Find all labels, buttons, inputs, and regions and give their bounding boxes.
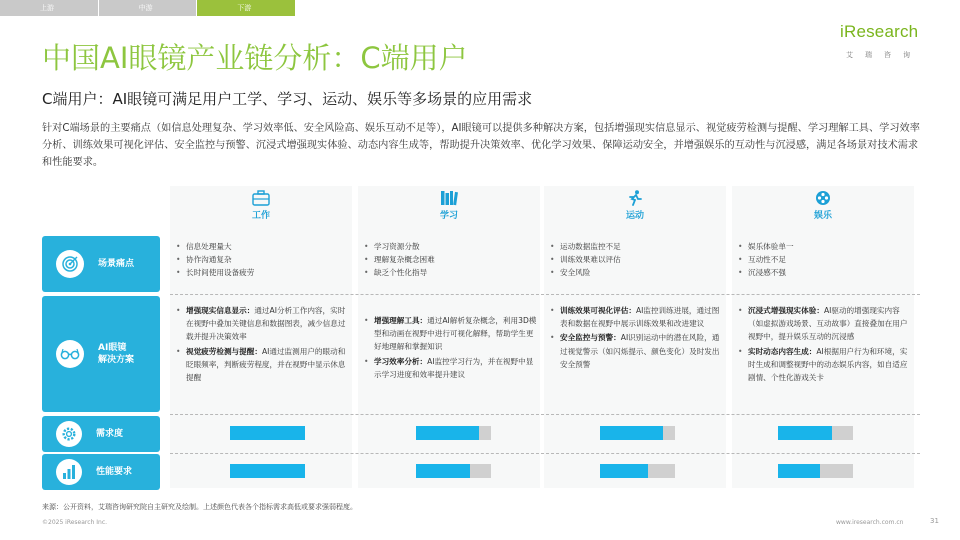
stage-tabs: [0, 0, 296, 16]
demand-bar-work: [230, 426, 305, 440]
row-label-pain-points: [42, 236, 160, 292]
solution-heading: 增强现实信息显示：: [186, 306, 255, 315]
list-item: • 运动数据监控不足: [550, 240, 726, 253]
performance-fill: [778, 464, 820, 478]
demand-fill: [600, 426, 663, 440]
list-item: • 协作沟通复杂: [176, 253, 352, 266]
solution-text: AI驱动的增强现实内容（如虚拟游戏场景、互动故事）直接叠加在用户视野中，提升娱乐互动的沉浸感: [748, 306, 908, 342]
list-item: • 娱乐体验单一: [738, 240, 914, 253]
logo-wordmark: iResearch: [840, 22, 919, 41]
row-label-text: AI眼镜 解决方案: [98, 343, 135, 365]
demand-bar-entertainment: [778, 426, 853, 440]
pain-points-entertainment: [738, 240, 914, 280]
performance-bar-work: [230, 464, 305, 478]
intro-paragraph: 针对C端场景的主要痛点（如信息处理复杂、学习效率低、安全风险高、娱乐互动不足等），AI眼镜可以提供多种解决方案，包括增强现实信息显示、视觉疲劳检测与提醒、学习理解工具、学习效率分析、训练效果可视化评估、安全监控与预警、沉浸式增强现实体验、动态内容生成等，帮助提升决策效率、优化学习效果、保障运动安全，并增强娱乐的互动性与沉浸感，满足各场景对技术需求和性能要求。: [42, 123, 920, 168]
column-label-sport: 运动: [625, 211, 644, 221]
demand-bar-study: [416, 426, 491, 440]
demand-fill: [416, 426, 479, 440]
performance-fill: [230, 464, 305, 478]
solution-text: AI根据用户行为和环境，实时生成和调整视野中的动态娱乐内容，如自适应剧情、个性化游戏关卡: [748, 346, 908, 383]
solution-heading: 视觉疲劳检测与提醒：: [186, 346, 262, 356]
list-item: • 缺乏个性化指导: [364, 266, 540, 279]
tab-midstream[interactable]: 中游: [99, 0, 197, 16]
row-label-text: 场景痛点: [98, 259, 135, 269]
performance-bar-entertainment: [778, 464, 853, 478]
row-divider: [170, 414, 920, 415]
solution-heading: 增强理解工具：: [374, 316, 428, 325]
running-icon: [626, 190, 644, 206]
list-item: • 训练效果难以评估: [550, 253, 726, 266]
list-item: • 安全风险: [550, 266, 726, 279]
row-divider: [170, 294, 920, 295]
solution-heading: 训练效果可视化评估：: [560, 306, 636, 315]
solutions-study: [364, 314, 540, 382]
film-reel-icon: [814, 190, 832, 206]
list-item: [364, 314, 540, 354]
website-url: www.iresearch.com.cn: [836, 519, 904, 526]
solution-text: AI监控训练进展，通过图表和数据在视野中展示训练效果和改进建议: [560, 306, 720, 329]
source-note: 来源：公开资料，艾瑞咨询研究院自主研究及绘制。上述颜色代表各个指标需求高低或要求强弱程度。: [42, 503, 357, 511]
copyright: ©2025 iResearch Inc.: [42, 519, 108, 526]
list-item: [738, 304, 914, 344]
solutions-sport: [550, 304, 726, 372]
performance-bar-sport: [600, 464, 675, 478]
performance-fill: [416, 464, 470, 478]
solution-text: AI识别运动中的潜在风险，通过视觉警示（如闪烁提示、颜色变化）及时发出安全预警: [560, 333, 720, 369]
solution-text: AI通过监测用户的眼动和眨眼频率，判断疲劳程度，并在视野中显示休息提醒: [186, 346, 346, 383]
column-label-study: 学习: [439, 211, 458, 221]
column-header-study: [358, 186, 540, 232]
column-header-entertainment: [732, 186, 914, 232]
list-item: [176, 304, 352, 344]
row-label-text: 需求度: [96, 429, 124, 439]
iresearch-logo: [836, 22, 946, 66]
list-item: • 信息处理量大: [176, 240, 352, 253]
page-subtitle: C端用户：AI眼镜可满足用户工学、学习、运动、娱乐等多场景的应用需求: [42, 90, 533, 108]
row-label-solutions: [42, 296, 160, 412]
row-label-text: 性能要求: [96, 467, 133, 477]
list-item: • 沉浸感不强: [738, 266, 914, 279]
list-item: [738, 345, 914, 385]
list-item: • 学习资源分散: [364, 240, 540, 253]
tab-upstream[interactable]: 上游: [0, 0, 98, 16]
column-label-work: 工作: [251, 211, 270, 221]
pain-points-work: [176, 240, 352, 280]
solution-heading: 沉浸式增强现实体验：: [748, 306, 824, 315]
demand-fill: [778, 426, 832, 440]
tab-downstream[interactable]: 下游: [197, 0, 295, 16]
solution-heading: 实时动态内容生成：: [748, 346, 817, 356]
books-icon: [440, 190, 458, 206]
performance-fill: [600, 464, 648, 478]
column-header-work: [170, 186, 352, 232]
list-item: [176, 345, 352, 385]
pain-points-sport: [550, 240, 726, 280]
solution-text: 通过AI分析工作内容，实时在视野中叠加关键信息和数据图表，减少信息过载并提升决策效率: [186, 306, 346, 342]
demand-fill: [230, 426, 305, 440]
row-label-demand: [42, 416, 160, 452]
column-header-sport: [544, 186, 726, 232]
solution-heading: 学习效率分析：: [374, 356, 428, 366]
solutions-entertainment: [738, 304, 914, 385]
bar-chart-icon: [56, 459, 82, 485]
glasses-icon: [56, 340, 84, 368]
logo-subtitle: 艾瑞咨询: [846, 51, 922, 59]
briefcase-icon: [252, 190, 270, 206]
target-icon: [56, 250, 84, 278]
list-item: • 理解复杂概念困难: [364, 253, 540, 266]
column-label-entertainment: 娱乐: [813, 211, 832, 221]
row-label-performance: [42, 454, 160, 490]
solution-text: AI监控学习行为，并在视野中显示学习进度和效率提升建议: [374, 356, 534, 379]
gear-icon: [56, 421, 82, 447]
list-item: [364, 355, 540, 381]
pain-points-study: [364, 240, 540, 280]
list-item: • 互动性不足: [738, 253, 914, 266]
performance-bar-study: [416, 464, 491, 478]
page-number: 31: [930, 517, 939, 525]
scenario-matrix: [42, 186, 920, 488]
solution-text: 通过AI解析复杂概念，利用3D模型和动画在视野中进行可视化解释，帮助学生更好地理解和掌握知识: [374, 316, 537, 352]
solution-heading: 安全监控与预警：: [560, 333, 621, 343]
list-item: [550, 304, 726, 330]
page-title: 中国AI眼镜产业链分析：C端用户: [42, 41, 468, 75]
list-item: [550, 331, 726, 371]
solutions-work: [176, 304, 352, 385]
list-item: • 长时间使用设备疲劳: [176, 266, 352, 279]
row-divider: [170, 453, 920, 454]
demand-bar-sport: [600, 426, 675, 440]
